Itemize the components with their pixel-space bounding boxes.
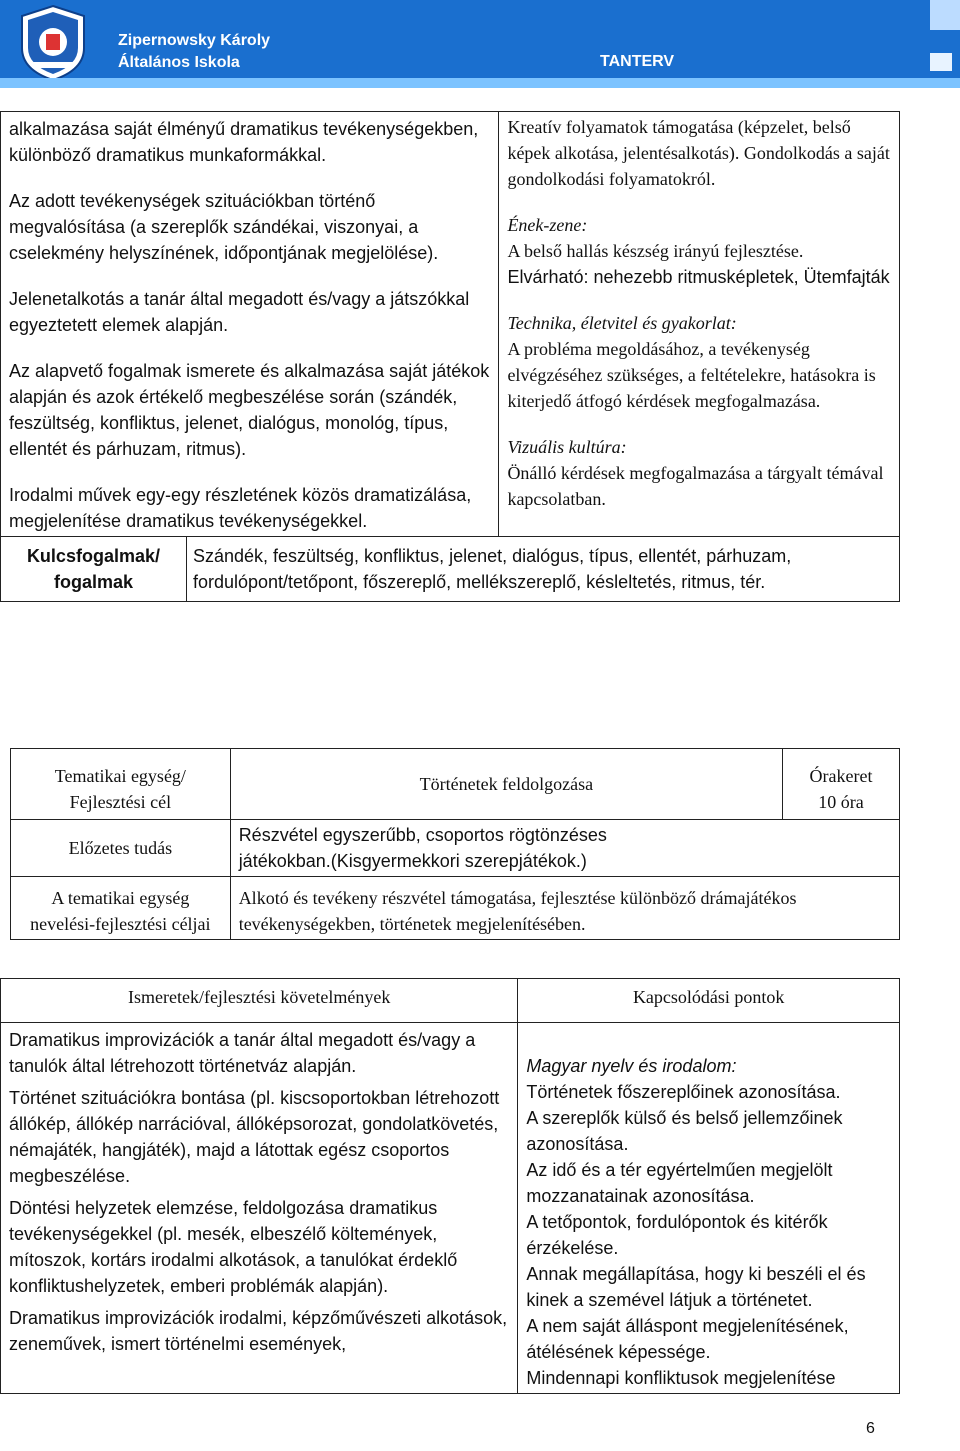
prior-knowledge-label: Előzetes tudás — [11, 820, 231, 877]
connection-line: A szereplők külső és belső jellemzőinek azonosítása. — [526, 1108, 843, 1154]
hours-label: Órakeret — [809, 766, 873, 786]
connection-line: Az idő és a tér egyértelműen megjelölt mozzanatainak azonosítása. — [526, 1160, 833, 1206]
doc-label: TANTERV — [600, 53, 675, 70]
requirements-body — [1, 1023, 518, 1394]
unit-info-table — [10, 748, 900, 940]
unit-label: Tematikai egység/ Fejlesztési cél — [11, 749, 231, 820]
connection-line: A nem saját álláspont megjelenítésének, átélésének képessége. — [526, 1316, 849, 1362]
connection-title: Vizuális kultúra: — [507, 437, 627, 457]
connection-line: Történetek főszereplőinek azonosítása. — [526, 1082, 841, 1102]
school-name-line2: Általános Iskola — [118, 54, 240, 71]
requirement-para: alkalmazása saját élményű dramatikus tevékenységekben, különböző dramatikus munkaformákkal. — [9, 119, 479, 165]
requirement-para: Történet szituációkra bontása (pl. kiscsoportokban létrehozott állókép, állókép narrációval, állóképsorozat, gondolatkövetés, némajáték, hangjáték), majd a látottak egész csoportos megbeszélése. — [9, 1088, 500, 1186]
requirement-para: Irodalmi művek egy-egy részletének közös dramatizálása, megjelenítése dramatikus tevékenységekkel. — [9, 485, 472, 531]
unit-title: Történetek feldolgozása — [230, 749, 782, 820]
requirement-para: Jelenetalkotás a tanár által megadott és/vagy a játszókkal egyeztetett elemek alapján. — [9, 289, 470, 335]
connection-text: A probléma megoldásához, a tevékenység elvégzéséhez szükséges, a feltételekre, hatásokra is kiterjedő átfogó kérdések megfogalmazása. — [507, 339, 876, 411]
hours-value: 10 óra — [818, 792, 864, 812]
requirements-header: Ismeretek/fejlesztési követelmények — [1, 979, 518, 1023]
key-concepts-label: Kulcsfogalmak/ fogalmak — [1, 537, 187, 602]
connection-title: Ének-zene: — [507, 215, 588, 235]
requirement-para: Az alapvető fogalmak ismerete és alkalmazása saját játékok alapján és azok értékelő megbeszélése során (szándék, feszültség, konfliktus, jelenet, dialógus, monológ, típus, ellentét és párhuzam, ritmus). — [9, 361, 490, 459]
page-number: 6 — [866, 1420, 875, 1437]
hours-cell — [783, 749, 900, 820]
requirements-cell — [1, 112, 499, 537]
requirements-table — [0, 978, 900, 1394]
connection-intro: Kreatív folyamatok támogatása (képzelet, belső képek alkotása, jelentésalkotás). Gondolkodás a saját gondolkodási folyamatokról. — [507, 117, 890, 189]
connection-title: Technika, életvitel és gyakorlat: — [507, 313, 737, 333]
connections-header: Kapcsolódási pontok — [518, 979, 900, 1023]
prior-knowledge-text: Részvétel egyszerűbb, csoportos rögtönzéses játékokban.(Kisgyermekkori szerepjátékok.) — [230, 820, 899, 877]
key-concepts-text: Szándék, feszültség, konfliktus, jelenet, dialógus, típus, ellentét, párhuzam, fordulópont/tetőpont, főszereplő, mellékszereplő, késleltetés, ritmus, tér. — [186, 537, 899, 602]
requirement-para: Dramatikus improvizációk a tanár által megadott és/vagy a tanulók által létrehozott történetváz alapján. — [9, 1030, 476, 1076]
connections-body — [518, 1023, 900, 1394]
connection-text: A belső hallás készség irányú fejlesztése. — [507, 241, 804, 261]
header-stripe — [0, 78, 960, 88]
connection-line: A tetőpontok, fordulópontok és kitérők érzékelése. — [526, 1212, 828, 1258]
school-name-line1: Zipernowsky Károly — [118, 32, 271, 49]
connections-cell — [499, 112, 900, 537]
requirement-para: Dramatikus improvizációk irodalmi, képzőművészeti alkotások, zeneművek, ismert történelmi események, — [9, 1308, 508, 1354]
page-header — [0, 0, 960, 78]
connection-line: Annak megállapítása, hogy ki beszéli el és kinek a szemével látjuk a történetet. — [526, 1264, 866, 1310]
goals-label: A tematikai egység nevelési-fejlesztési céljai — [11, 877, 231, 940]
goals-text: Alkotó és tevékeny részvétel támogatása, fejlesztése különböző drámajátékos tevékenységekben, történetek megjelenítésében. — [230, 877, 899, 940]
requirement-para: Döntési helyzetek elemzése, feldolgozása dramatikus tevékenységekkel (pl. mesék, elbeszélő költemények, mítoszok, kortárs irodalmi alkotások, a tanulókat érdeklő konfliktushelyzetek, emberi problémák alapján). — [9, 1198, 458, 1296]
school-name — [118, 30, 270, 74]
corner-decoration-small — [930, 53, 952, 71]
table-continued — [0, 111, 900, 602]
connection-text: Önálló kérdések megfogalmazása a tárgyalt témával kapcsolatban. — [507, 463, 884, 509]
requirement-para: Az adott tevékenységek szituációkban történő megvalósítása (a szereplők szándékai, viszonyai, a cselekmény helyszínének, időpontjának megjelölése). — [9, 191, 439, 263]
corner-decoration — [930, 0, 960, 30]
connection-text: Elvárható: nehezebb ritmusképletek, Ütemfajták — [507, 267, 890, 287]
school-logo-icon — [18, 4, 88, 82]
connection-title: Magyar nyelv és irodalom: — [526, 1056, 737, 1076]
connection-line: Mindennapi konfliktusok megjelenítése — [526, 1368, 836, 1388]
